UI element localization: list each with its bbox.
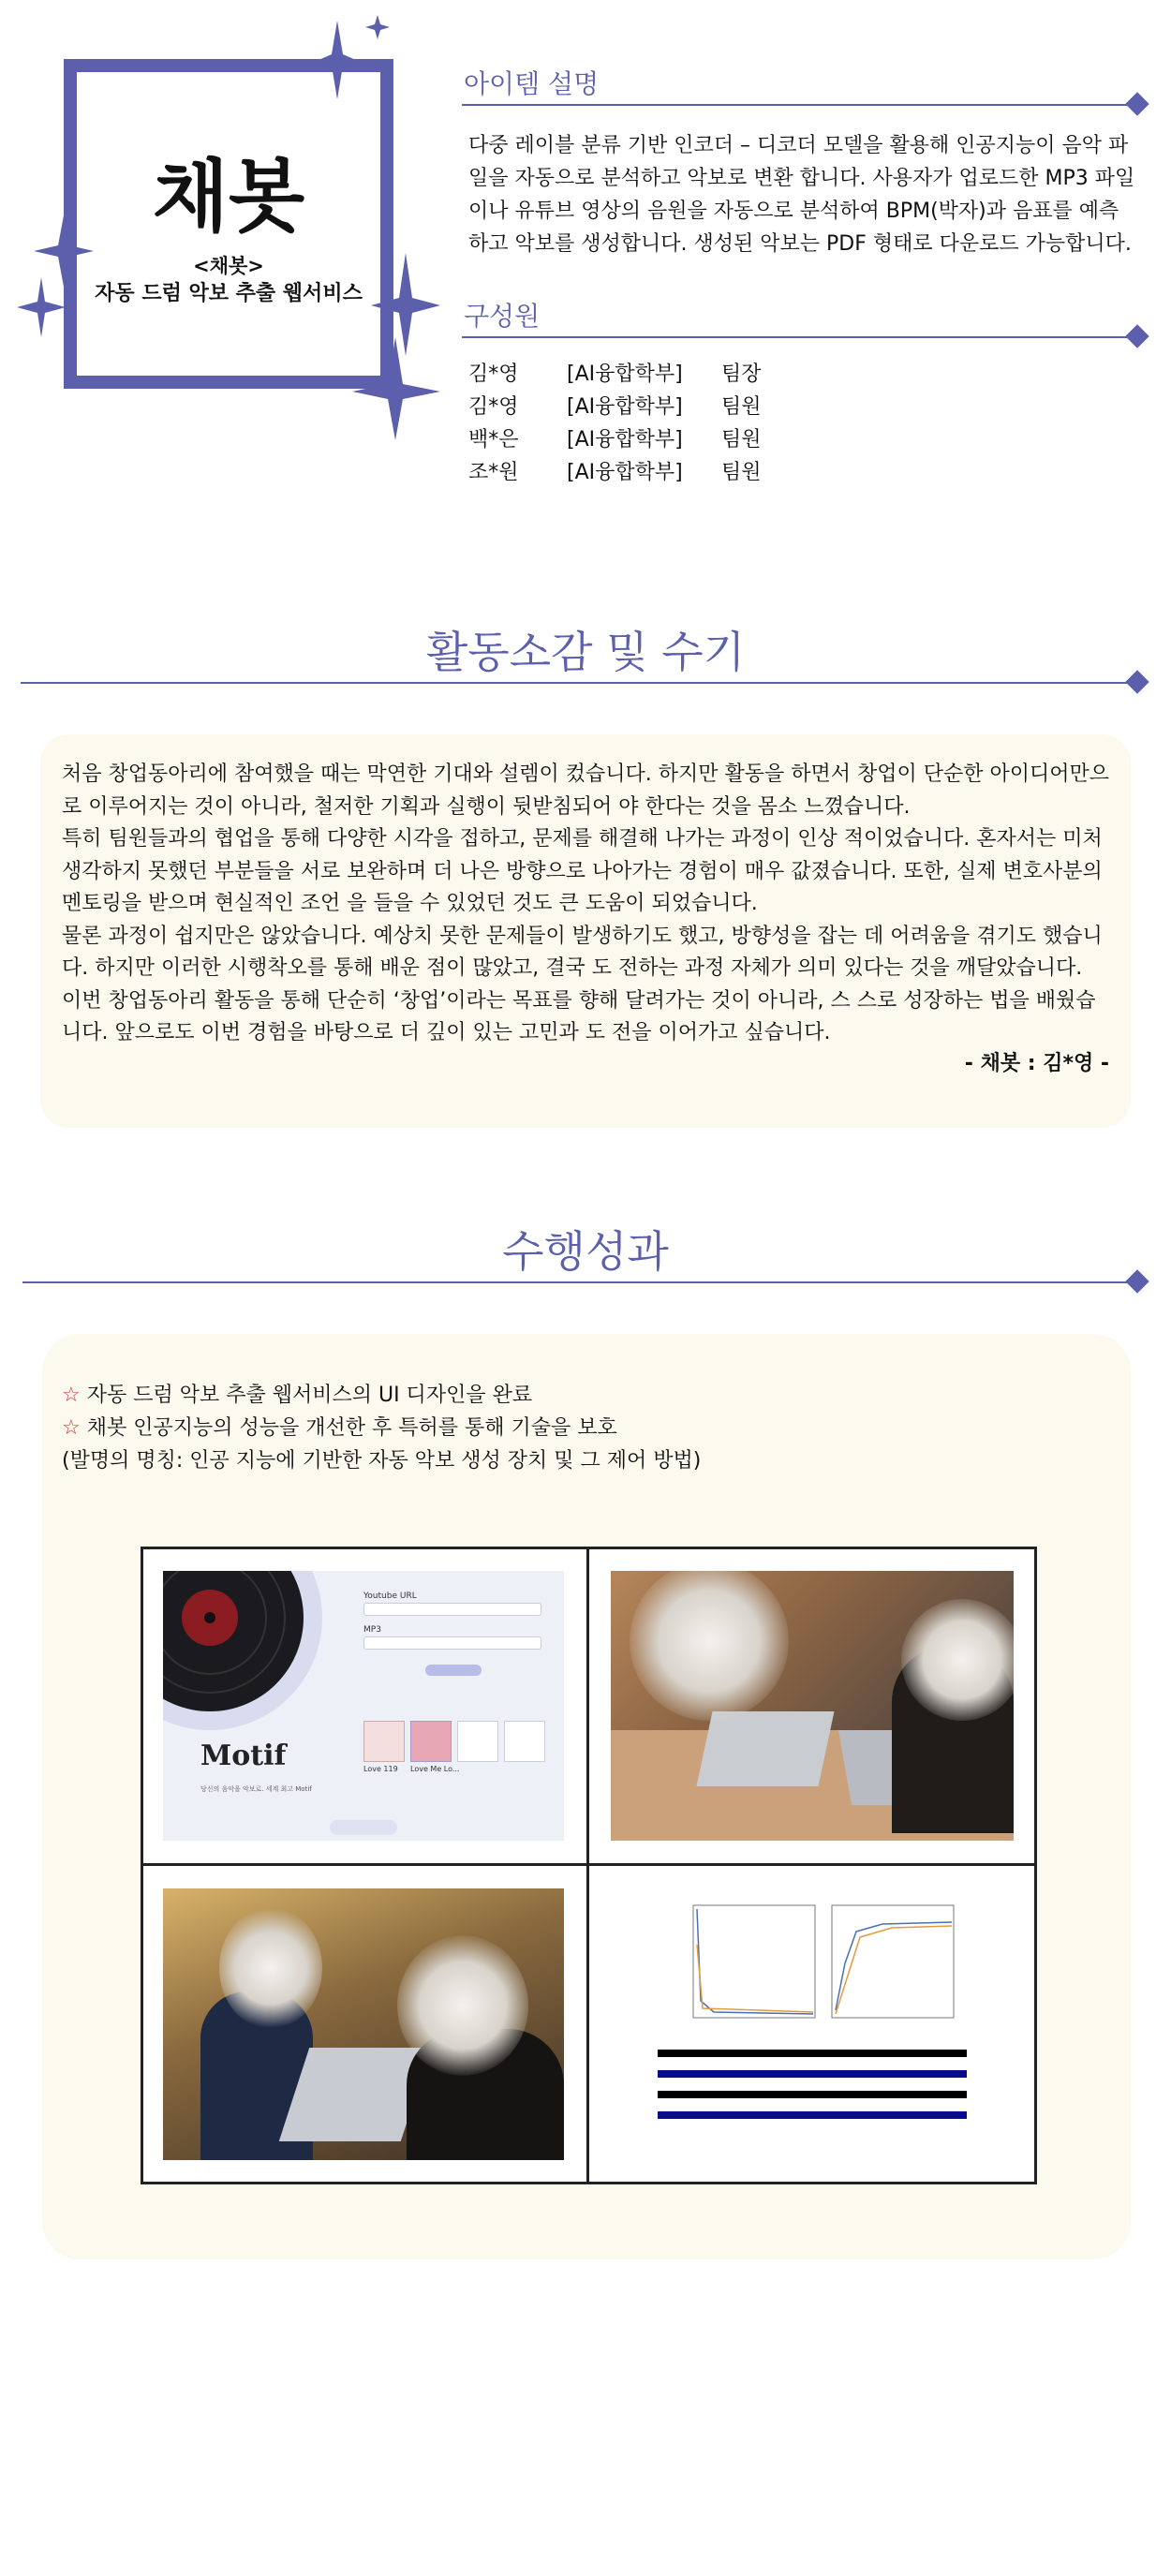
training-charts-graphic — [611, 1888, 1014, 2160]
reflection-signature: - 채봇 : 김*영 - — [964, 1052, 1109, 1075]
member-dept: [AI융합학부] — [567, 363, 683, 386]
youtube-url-input — [363, 1603, 541, 1616]
motif-tagline: 당신의 음악을 악보로. 세계 최고 Motif — [200, 1785, 312, 1793]
ui-mockup-image — [163, 1571, 564, 1841]
results-title: 수행성과 — [502, 1226, 669, 1277]
item-description: 다중 레이블 분류 기반 인코더 – 디코더 모델을 활용해 인공지능이 음악 파일을 자동으로 분석하고 악보로 변환 합니다. 사용자가 업로드한 MP3 파일이나 유튜브 영상의 음원을 자동으로 분석하여 BPM(박자)과 음표를 예측하고 악보를 생성합니다. 생성된 악보는 PDF 형태로 다운로드 가능합니다. — [468, 134, 1135, 256]
member-list — [468, 358, 762, 489]
motif-brand: Motif — [200, 1740, 287, 1772]
reflection-paragraph: 특히 팀원들과의 협업을 통해 다양한 시각을 접하고, 문제를 해결해 나가는 과정이 인상 적이었습니다. 혼자서는 미처 생각하지 못했던 부분들을 서로 보완하며 더 나은 방향으로 나아가는 경험이 매우 값졌습니다. 또한, 실제 변호사분의 멘토링을 받으며 현실적인 조언 을 들을 수 있었던 것도 큰 도움이 되었습니다. — [62, 827, 1103, 915]
member-name: 김*영 — [468, 395, 519, 419]
logo-title: 채봇 — [152, 151, 305, 243]
member-name: 조*원 — [468, 461, 519, 484]
reflection-title: 활동소감 및 수기 — [425, 627, 746, 677]
mentoring-photo — [163, 1888, 564, 2160]
team-meeting-photo — [611, 1571, 1014, 1841]
result-text: 자동 드럼 악보 추출 웹서비스의 UI 디자인을 완료 — [86, 1384, 533, 1407]
blurred-face — [630, 1571, 789, 1721]
item-section-heading: 아이템 설명 — [464, 68, 600, 99]
member-dept: [AI융합학부] — [567, 395, 683, 419]
album-thumb-3 — [457, 1721, 498, 1762]
song-title-2: Love Me Lo... — [410, 1765, 460, 1773]
vinyl-record-icon — [163, 1571, 350, 1758]
blurred-face — [219, 1907, 322, 2029]
member-row — [468, 423, 762, 456]
model-results-image — [611, 1888, 1014, 2160]
reflection-paragraph: 처음 창업동아리에 참여했을 때는 막연한 기대와 설렘이 컸습니다. 하지만 활동을 하면서 창업이 단순한 아이디어만으로 이루어지는 것이 아니라, 철저한 기획과 실행이 뒷받침되어 야 한다는 것을 몸소 느꼈습니다. — [62, 762, 1110, 819]
mp3-upload-input — [363, 1636, 541, 1650]
reflection-body — [62, 759, 1109, 1050]
convert-button — [425, 1665, 482, 1676]
member-row — [468, 391, 762, 423]
album-thumb-4 — [504, 1721, 545, 1762]
member-dept: [AI융합학부] — [567, 428, 683, 452]
member-row — [468, 456, 762, 489]
reflection-paragraph: 이번 창업동아리 활동을 통해 단순히 ‘창업’이라는 목표를 향해 달려가는 것이 아니라, 스 스로 성장하는 법을 배웠습니다. 앞으로도 이번 경험을 바탕으로 더 깊이 있는 고민과 도 전을 이어가고 싶습니다. — [62, 988, 1096, 1044]
song-title-1: Love 119 — [363, 1765, 398, 1773]
blurred-face — [397, 1935, 528, 2076]
grid-divider-horizontal — [141, 1863, 1037, 1866]
blurred-face — [901, 1599, 1014, 1721]
mp3-label: MP3 — [363, 1625, 381, 1635]
member-role: 팀장 — [721, 363, 762, 386]
item-section-divider — [462, 104, 1138, 106]
youtube-url-label: Youtube URL — [363, 1591, 417, 1601]
result-text: 채봇 인공지능의 성능을 개선한 후 특허를 통해 기술을 보호 — [86, 1416, 617, 1440]
members-section-divider — [462, 336, 1138, 338]
results-list — [62, 1379, 1092, 1477]
member-dept: [AI융합학부] — [567, 461, 683, 484]
reflection-paragraph: 물론 과정이 쉽지만은 않았습니다. 예상치 못한 문제들이 발생하기도 했고, 방향성을 잡는 데 어려움을 겪기도 했습니다. 하지만 이러한 시행착오를 통해 배운 점이 많았고, 결국 도 전하는 과정 자체가 의미 있다는 것을 깨달았습니다. — [62, 924, 1103, 980]
member-name: 김*영 — [468, 363, 519, 386]
laptop-shape — [696, 1711, 834, 1786]
members-section-heading: 구성원 — [464, 301, 541, 332]
diamond-icon — [1125, 92, 1149, 115]
album-thumb-2 — [410, 1721, 452, 1762]
results-divider — [22, 1281, 1135, 1283]
member-role: 팀원 — [721, 428, 762, 452]
member-row — [468, 358, 762, 391]
diamond-icon — [1125, 324, 1149, 348]
member-name: 백*은 — [468, 428, 519, 452]
reflection-divider — [21, 682, 1135, 684]
logo-description: 자동 드럼 악보 추출 웹서비스 — [95, 282, 363, 305]
result-item — [62, 1412, 1092, 1444]
player-controls — [330, 1820, 397, 1835]
patent-note: (발명의 명칭: 인공 지능에 기반한 자동 악보 생성 장치 및 그 제어 방법) — [62, 1449, 702, 1473]
album-thumb-1 — [363, 1721, 405, 1762]
member-role: 팀원 — [721, 395, 762, 419]
star-icon: ☆ — [62, 1416, 81, 1440]
member-role: 팀원 — [721, 461, 762, 484]
logo-subtitle: <채봇> — [193, 255, 264, 277]
result-item — [62, 1379, 1092, 1412]
star-icon: ☆ — [62, 1384, 81, 1407]
